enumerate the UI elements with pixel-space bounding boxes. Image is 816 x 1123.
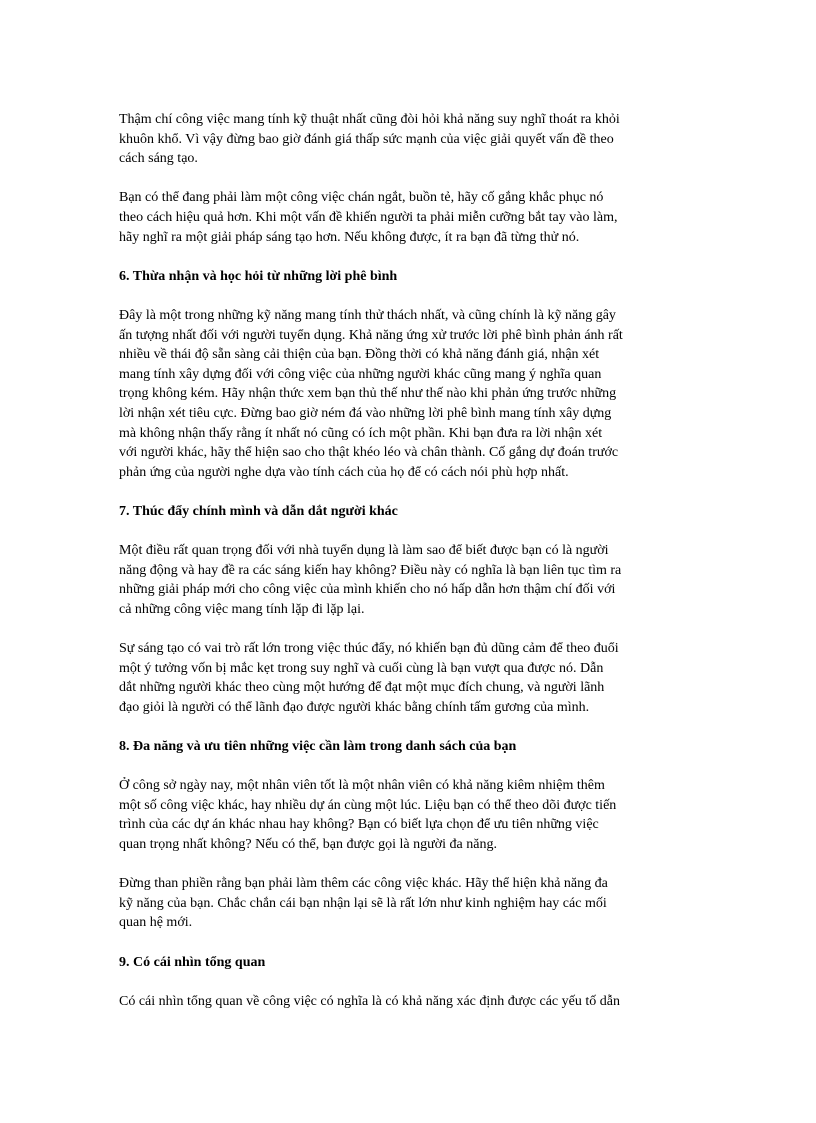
section-heading-7	[119, 502, 699, 522]
heading-text: 7. Thúc đẩy chính mình và dẫn dắt người khác	[119, 503, 398, 519]
text-line: quan hệ mới.	[119, 915, 193, 931]
document-page	[119, 110, 699, 1031]
text-line: trọng không kém. Hãy nhận thức xem bạn thủ thế như thế nào khi phản ứng trước những	[119, 386, 617, 402]
paragraph-boring-work	[119, 188, 699, 247]
text-line: năng động và hay đề ra các sáng kiến hay không? Điều này có nghĩa là bạn liên tục tìm ra	[119, 562, 622, 578]
text-line: Đừng than phiền rằng bạn phải làm thêm các công việc khác. Hãy thể hiện khả năng đa	[119, 876, 608, 892]
text-line: Thậm chí công việc mang tính kỹ thuật nhất cũng đòi hỏi khả năng suy nghĩ thoát ra khỏi	[119, 112, 620, 127]
text-line: dắt những người khác theo cùng một hướng để đạt một mục đích chung, và người lãnh	[119, 680, 605, 696]
paragraph-criticism	[119, 306, 699, 482]
text-line: ấn tượng nhất đối với người tuyển dụng. Khả năng ứng xử trước lời phê bình phản ánh rất	[119, 327, 623, 343]
paragraph-initiative	[119, 541, 699, 619]
paragraph-leadership	[119, 639, 699, 717]
paragraph-multitasking	[119, 776, 699, 854]
text-line: Bạn có thể đang phải làm một công việc chán ngắt, buồn tẻ, hãy cố gắng khắc phục nó	[119, 190, 604, 206]
text-line: mang tính xây dựng đối với công việc của những người khác cũng mang ý nghĩa quan	[119, 366, 602, 382]
text-line: phản ứng của người nghe dựa vào tính cách của họ để có cách nói phù hợp nhất.	[119, 464, 569, 480]
heading-text: 9. Có cái nhìn tổng quan	[119, 954, 266, 970]
text-line: một ý tưởng vốn bị mắc kẹt trong suy nghĩ và cuối cùng là bạn vượt qua được nó. Dẫn	[119, 660, 604, 676]
text-line: cách sáng tạo.	[119, 151, 198, 167]
text-line: đạo giỏi là người có thể lãnh đạo được người khác bằng chính tấm gương của mình.	[119, 699, 590, 715]
paragraph-extra-work	[119, 874, 699, 933]
text-line: cả những công việc mang tính lặp đi lặp lại.	[119, 601, 365, 617]
text-line: theo cách hiệu quả hơn. Khi một vấn đề khiến người ta phải miễn cưỡng bắt tay vào làm,	[119, 209, 618, 225]
text-line: những giải pháp mới cho công việc của mình khiến cho nó hấp dẫn hơn thậm chí đối với	[119, 582, 616, 598]
text-line: Sự sáng tạo có vai trò rất lớn trong việc thúc đẩy, nó khiến bạn đủ dũng cảm để theo đuổi	[119, 641, 619, 657]
text-line: nhiều về thái độ sẵn sàng cải thiện của bạn. Đồng thời có khả năng đánh giá, nhận xét	[119, 347, 600, 363]
text-line: kỹ năng của bạn. Chắc chắn cái bạn nhận lại sẽ là rất lớn như kinh nghiệm hay các mối	[119, 895, 607, 911]
text-line: hãy nghĩ ra một giải pháp sáng tạo hơn. Nếu không được, ít ra bạn đã từng thử nó.	[119, 229, 580, 245]
heading-text: 8. Đa năng và ưu tiên những việc cần làm trong danh sách của bạn	[119, 739, 517, 754]
text-line: quan trọng nhất không? Nếu có thể, bạn được gọi là người đa năng.	[119, 836, 497, 852]
text-line: lời nhận xét tiêu cực. Đừng bao giờ ném đá vào những lời phê bình mang tính xây dựng	[119, 405, 612, 421]
heading-text: 6. Thừa nhận và học hỏi từ những lời phê bình	[119, 268, 398, 284]
paragraph-overview	[119, 992, 699, 1012]
text-line: Ở công sở ngày nay, một nhân viên tốt là một nhân viên có khả năng kiêm nhiệm thêm	[119, 778, 605, 794]
section-heading-9	[119, 953, 699, 973]
section-heading-8	[119, 737, 699, 757]
text-line: với người khác, hãy thể hiện sao cho thật khéo léo và chân thành. Cố gắng dự đoán trước	[119, 445, 619, 461]
text-line: Một điều rất quan trọng đối với nhà tuyển dụng là làm sao để biết được bạn có là người	[119, 543, 609, 559]
text-line: Đây là một trong những kỹ năng mang tính thử thách nhất, và cũng chính là kỹ năng gây	[119, 307, 616, 323]
text-line: khuôn khổ. Vì vậy đừng bao giờ đánh giá thấp sức mạnh của việc giải quyết vấn đề theo	[119, 131, 614, 147]
paragraph-creative-thinking	[119, 110, 699, 169]
text-line: mà không nhận thấy rằng ít nhất nó cũng có ích một phần. Khi bạn đưa ra lời nhận xét	[119, 425, 603, 441]
text-line: một số công việc khác, hay nhiều dự án cùng một lúc. Liệu bạn có thể theo dõi được tiến	[119, 797, 617, 813]
text-line: Có cái nhìn tổng quan về công việc có nghĩa là có khả năng xác định được các yếu tố dẫn	[119, 993, 620, 1009]
text-line: trình của các dự án khác nhau hay không? Bạn có biết lựa chọn để ưu tiên những việc	[119, 817, 599, 833]
section-heading-6	[119, 267, 699, 287]
